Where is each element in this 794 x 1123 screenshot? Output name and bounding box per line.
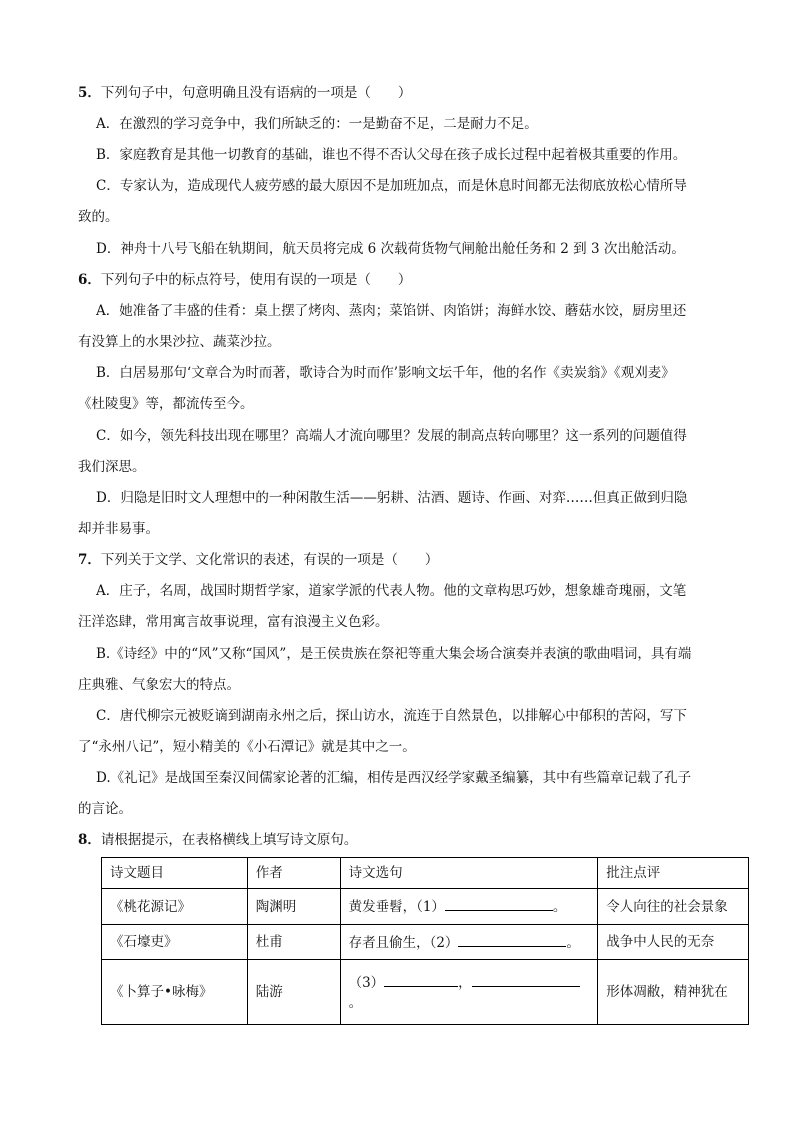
cell-excerpt bbox=[340, 960, 598, 1025]
cell-title: 《桃花源记》 bbox=[102, 889, 248, 925]
excerpt-separator: ， bbox=[458, 974, 472, 991]
q7-option-b: B.《诗经》中的“风”又称“国风”，是王侯贵族在祭祀等重大集会场合演奏并表演的歌曲唱词，具有端 bbox=[96, 646, 692, 662]
question-number: 8． bbox=[78, 832, 101, 848]
q5-option-b: B．家庭教育是其他一切教育的基础，谁也不得不否认父母在孩子成长过程中起着极其重要的作用。 bbox=[96, 147, 687, 163]
question-stem: 请根据提示，在表格横线上填写诗文原句。 bbox=[100, 832, 358, 848]
cell-title: 《石壕吏》 bbox=[102, 925, 248, 960]
question-8-heading bbox=[78, 830, 357, 850]
question-number: 5． bbox=[78, 85, 101, 101]
header-author: 作者 bbox=[247, 858, 340, 889]
cell-excerpt bbox=[340, 889, 598, 925]
q6-option-a-continued: 有没算上的水果沙拉、蔬菜沙拉。 bbox=[78, 334, 281, 350]
poetry-fill-table bbox=[101, 857, 749, 1025]
answer-blank-3a[interactable] bbox=[384, 972, 458, 987]
cell-comment: 形体凋敝，精神犹在 bbox=[598, 960, 749, 1025]
q5-option-d: D．神舟十八号飞船在轨期间，航天员将完成 6 次载荷货物气闸舱出舱任务和 2 到 3 次出舱活动。 bbox=[96, 241, 685, 257]
answer-blank-3b[interactable] bbox=[472, 972, 580, 987]
excerpt-prefix: （3） bbox=[348, 974, 385, 991]
q6-option-c-continued: 我们深思。 bbox=[78, 459, 146, 475]
cell-author: 陶渊明 bbox=[247, 889, 340, 925]
q6-option-b-continued: 《杜陵叟》等，都流传至今。 bbox=[78, 396, 254, 412]
excerpt-suffix: 。 bbox=[552, 899, 567, 915]
excerpt-prefix: 存者且偷生，（2） bbox=[348, 934, 459, 951]
question-7-heading bbox=[78, 550, 438, 570]
q5-option-c: C．专家认为，造成现代人疲劳感的最大原因不是加班加点，而是休息时间都无法彻底放松心情所导 bbox=[96, 178, 687, 194]
cell-comment: 战争中人民的无奈 bbox=[598, 925, 749, 960]
answer-blank-1[interactable] bbox=[445, 896, 553, 911]
header-excerpt: 诗文选句 bbox=[340, 858, 598, 889]
cell-author: 陆游 bbox=[247, 960, 340, 1025]
q7-option-a: A．庄子，名周，战国时期哲学家，道家学派的代表人物。他的文章构思巧妙，想象雄奇瑰丽，文笔 bbox=[96, 583, 687, 599]
q7-option-d: D.《礼记》是战国至秦汉间儒家论著的汇编，相传是西汉经学家戴圣编纂，其中有些篇章记载了孔子 bbox=[96, 770, 692, 786]
cell-author: 杜甫 bbox=[247, 925, 340, 960]
q6-option-d-continued: 却并非易事。 bbox=[78, 521, 159, 537]
question-5-heading bbox=[78, 83, 411, 103]
table-row bbox=[102, 889, 749, 925]
excerpt-suffix: 。 bbox=[566, 934, 580, 951]
q7-option-d-continued: 的言论。 bbox=[78, 801, 132, 817]
q6-option-b: B．白居易那句‘文章合为时而著，歌诗合为时而作’影响文坛千年，他的名作《卖炭翁》《观刈麦》 bbox=[96, 365, 675, 381]
q7-option-c-continued: 了“永州八记”，短小精美的《小石潭记》就是其中之一。 bbox=[78, 739, 416, 755]
header-title: 诗文题目 bbox=[102, 858, 248, 889]
q7-option-a-continued: 汪洋恣肆，常用寓言故事说理，富有浪漫主义色彩。 bbox=[78, 614, 389, 630]
question-6-heading bbox=[78, 270, 411, 290]
header-comment: 批注点评 bbox=[598, 858, 749, 889]
q5-option-a: A．在激烈的学习竞争中，我们所缺乏的：一是勤奋不足，二是耐力不足。 bbox=[96, 116, 538, 132]
q7-option-b-continued: 庄典雅、气象宏大的特点。 bbox=[78, 677, 240, 693]
excerpt-prefix: 黄发垂髫，（1） bbox=[348, 899, 445, 915]
question-stem: 下列句子中，句意明确且没有语病的一项是（ ） bbox=[100, 85, 412, 101]
cell-title: 《卜算子•咏梅》 bbox=[102, 960, 248, 1025]
table-row bbox=[102, 925, 749, 960]
q6-option-d: D．归隐是旧时文人理想中的一种闲散生活——躬耕、沽酒、题诗、作画、对弈……但真正做到归隐 bbox=[96, 490, 688, 506]
answer-blank-2[interactable] bbox=[458, 932, 566, 947]
question-number: 7． bbox=[78, 552, 101, 568]
cell-comment: 令人向往的社会景象 bbox=[598, 889, 749, 925]
q6-option-c: C．如今，领先科技出现在哪里？高端人才流向哪里？发展的制高点转向哪里？这一系列的问题值得 bbox=[96, 428, 687, 444]
question-number: 6． bbox=[78, 272, 101, 288]
excerpt-suffix: 。 bbox=[348, 994, 363, 1011]
question-stem: 下列句子中的标点符号，使用有误的一项是（ ） bbox=[100, 272, 412, 288]
q5-option-c-continued: 致的。 bbox=[78, 209, 119, 225]
question-stem: 下列关于文学、文化常识的表述，有误的一项是（ ） bbox=[100, 552, 439, 568]
table-header-row bbox=[102, 858, 749, 889]
table-row bbox=[102, 960, 749, 1025]
q7-option-c: C．唐代柳宗元被贬谪到湖南永州之后，探山访水，流连于自然景色，以排解心中郁积的苦闷，写下 bbox=[96, 708, 687, 724]
q6-option-a: A．她准备了丰盛的佳肴：桌上摆了烤肉、蒸肉；菜馅饼、肉馅饼；海鲜水饺、蘑菇水饺，厨房里还 bbox=[96, 303, 687, 319]
cell-excerpt bbox=[340, 925, 598, 960]
